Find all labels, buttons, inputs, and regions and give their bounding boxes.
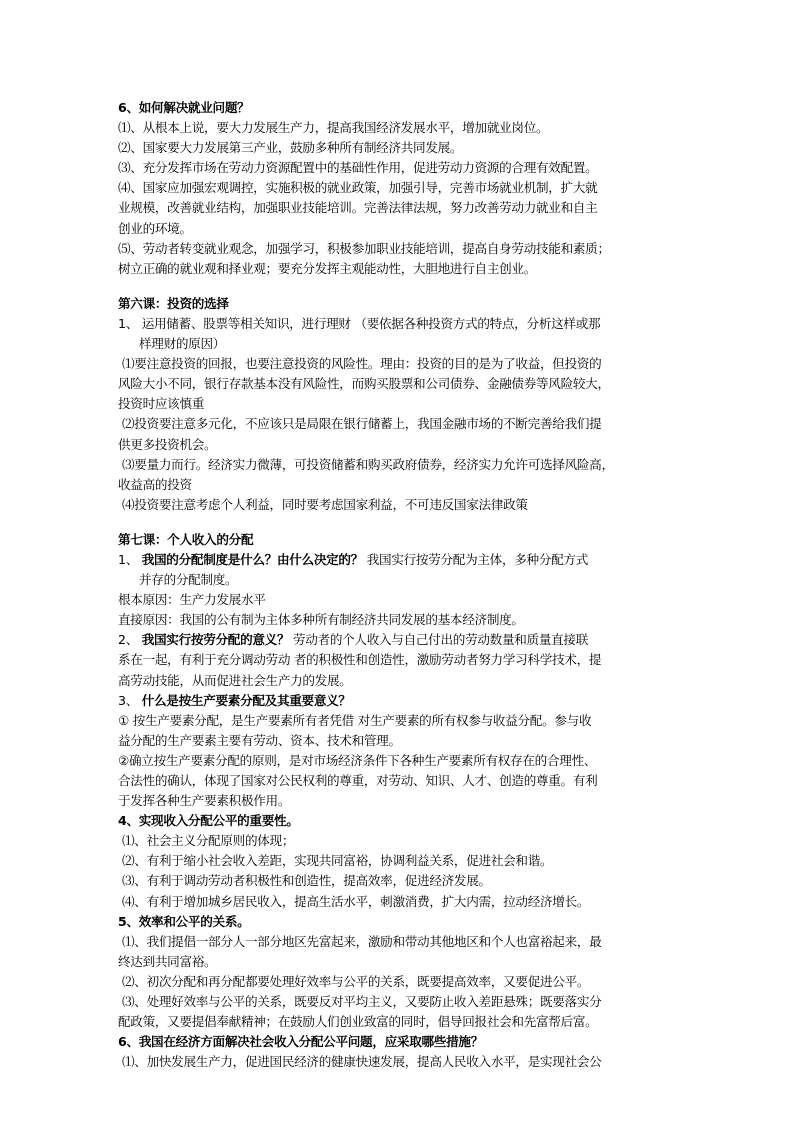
question-line: 样理财的原因）: [139, 336, 226, 352]
paragraph-line: ⑵投资要注意多元化，不应该只是局限在银行储蓄上，我国金融市场的不断完善给我们提: [122, 416, 602, 432]
list-item: ⑴、加快发展生产力，促进国民经济的健康快速发展，提高人民收入水平，是实现社会公: [122, 1054, 602, 1070]
list-item: ⑴、社会主义分配原则的体现；: [122, 833, 295, 849]
paragraph-line: ⑴要注意投资的回报，也要注意投资的风险性。理由：投资的目的是为了收益，但投资的: [122, 356, 602, 372]
spacer: [118, 279, 688, 294]
list-item: ⑵、初次分配和再分配都要处理好效率与公平的关系，既要提高效率，又要促进公平。: [122, 973, 590, 989]
question-heading: 4、实现收入分配公平的重要性。: [118, 813, 299, 829]
paragraph-line: ⑸、劳动者转变就业观念，加强学习，积极参加职业技能培训，提高自身劳动技能和素质；: [118, 240, 610, 256]
paragraph-line: 供更多投资机会。: [118, 436, 217, 452]
lesson-title: 第七课：个人收入的分配: [118, 531, 254, 547]
document-page: [118, 98, 688, 1072]
paragraph-line: 投资时应该慎重: [118, 396, 205, 412]
paragraph-line: 创业的环境。: [118, 220, 192, 236]
paragraph-line: 于发挥各种生产要素积极作用。: [118, 793, 291, 809]
paragraph-line: ⑷投资要注意考虑个人利益，同时要考虑国家利益，不可违反国家法律政策: [122, 496, 528, 512]
list-item: ⑴、我们提倡一部分人一部分地区先富起来，激励和带动其他地区和个人也富裕起来，最: [122, 933, 602, 949]
paragraph-line: 并存的分配制度。: [139, 572, 238, 588]
paragraph-line: ① 按生产要素分配，是生产要素所有者凭借 对生产要素的所有权参与收益分配。参与收: [118, 712, 592, 728]
paragraph-line: 根本原因：生产力发展水平: [118, 592, 266, 608]
answer-text: 劳动者的个人收入与自己付出的劳动数量和质量直接联: [289, 632, 589, 648]
paragraph-line: ②确立按生产要素分配的原则，是对市场经济条件下各种生产要素所有权存在的合理性、: [118, 752, 597, 768]
paragraph-line: 高劳动技能，从而促进社会生产力的发展。: [118, 672, 352, 688]
answer-text: 我国实行按劳分配为主体，多种分配方式: [363, 551, 589, 567]
paragraph-line: 配政策，又要提倡奉献精神；在鼓励人们创业致富的同时，倡导回报社会和先富帮后富。: [118, 1014, 598, 1030]
question-line: 1、 运用储蓄、股票等相关知识，进行理财 （要依据各种投资方式的特点，分析这样或那: [118, 315, 601, 331]
question-number: 2、: [118, 632, 142, 648]
paragraph-line: ⑶、充分发挥市场在劳动力资源配置中的基础性作用，促进劳动力资源的合理有效配置。: [118, 160, 598, 176]
paragraph-line: 收益高的投资: [118, 476, 192, 492]
list-item: ⑷、有利于增加城乡居民收入，提高生活水平，刺激消费，扩大内需，拉动经济增长。: [122, 893, 590, 909]
question-line: [118, 550, 688, 570]
question-heading: 5、效率和公平的关系。: [118, 913, 250, 929]
list-item: ⑶、有利于调动劳动者积极性和创造性，提高效率，促进经济发展。: [122, 873, 491, 889]
paragraph-line: ⑷、国家应加强宏观调控，实施积极的就业政策，加强引导，完善市场就业机制，扩大就: [118, 180, 598, 196]
paragraph-line: 系在一起，有利于充分调动劳动 者的积极性和创造性，激励劳动者努力学习科学技术，提: [118, 652, 602, 668]
spacer: [118, 515, 688, 530]
question-number: 1、: [118, 551, 142, 567]
paragraph-line: 业规模，改善就业结构，加强职业技能培训。完善法律法规，努力改善劳动力就业和自主: [118, 200, 598, 216]
paragraph-line: 益分配的生产要素主要有劳动、资本、技术和管理。: [118, 732, 401, 748]
paragraph-line: 风险大小不同，银行存款基本没有风险性，而购买股票和公司债券、金融债券等风险较大，: [118, 376, 610, 392]
paragraph-line: 合法性的确认，体现了国家对公民权利的尊重，对劳动、知识、人才、创造的尊重。有利: [118, 773, 598, 788]
paragraph-line: ⑵、国家要大力发展第三产业，鼓励多种所有制经济共同发展。: [118, 140, 463, 156]
question-heading: 6、我国在经济方面解决社会收入分配公平问题，应采取哪些措施？: [118, 1034, 483, 1050]
question-text: 什么是按生产要素分配及其重要意义？: [141, 692, 351, 708]
list-item: ⑶、处理好效率与公平的关系，既要反对平均主义，又要防止收入差距悬殊；既要落实分: [122, 994, 602, 1010]
question-number: 3、: [118, 692, 142, 708]
paragraph-line: 终达到共同富裕。: [118, 953, 217, 969]
list-item: ⑵、有利于缩小社会收入差距，实现共同富裕，协调利益关系，促进社会和谐。: [122, 853, 553, 869]
paragraph-line: ⑶要量力而行。经济实力微薄，可投资储蓄和购买政府债券，经济实力允许可选择风险高，: [122, 456, 614, 472]
question-line: [118, 630, 688, 650]
paragraph-line: 直接原因：我国的公有制为主体多种所有制经济共同发展的基本经济制度。: [118, 612, 524, 628]
question-text: 我国实行按劳分配的意义？: [141, 632, 290, 648]
paragraph-line: ⑴、从根本上说，要大力发展生产力，提高我国经济发展水平，增加就业岗位。: [118, 120, 549, 136]
lesson-title: 第六课：投资的选择: [118, 295, 229, 311]
question-text: 我国的分配制度是什么？由什么决定的？: [141, 551, 364, 567]
paragraph-line: 树立正确的就业观和择业观；要充分发挥主观能动性，大胆地进行自主创业。: [118, 260, 536, 276]
question-line: [118, 691, 688, 711]
section-heading: 6、如何解决就业问题？: [118, 100, 250, 115]
